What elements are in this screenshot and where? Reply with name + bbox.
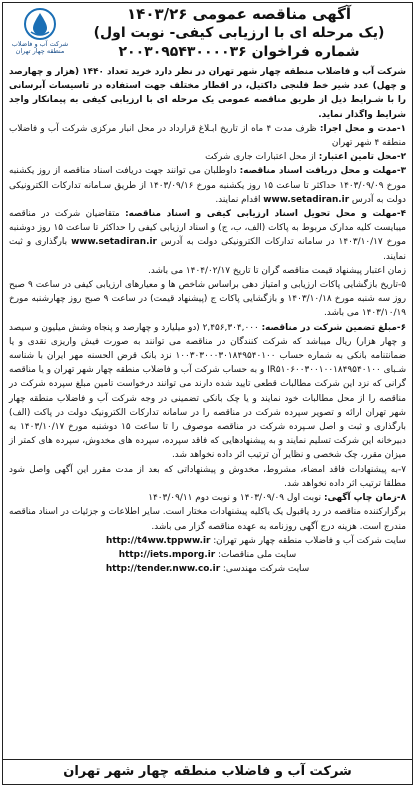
site-3-url[interactable]: http://tender.nww.co.ir — [105, 564, 221, 575]
section-3-url[interactable]: www.setadiran.ir — [263, 194, 350, 205]
intro-text: شرکت آب و فاضلاب منطقه چهار شهر تهران در نظر دارد خرید تعداد ۱۴۴۰ (هزار و چهارصد و چهل) عدد شیر خط فلنجی داکتیل، در اقطار مختلف جهت استفاده در تاسیسات آبرسانی را با شـرایط ذیل از طریق مناقصه عمومی یک مرحله ای با ارزیابی کیفی به پیمانکار واجد شرایط واگذار نماید. — [9, 67, 406, 120]
intro-paragraph — [9, 65, 406, 122]
tender-advertisement — [2, 2, 413, 785]
call-number: شماره فراخوان ۲۰۰۳۰۹۵۴۳۰۰۰۰۳۶ — [118, 44, 360, 60]
section-4-heading: ۴-مهلت و محل تحویل اسناد ارزیابی کیفی و اسناد مناقصه: — [125, 209, 406, 220]
site-2-url[interactable]: http://iets.mporg.ir — [118, 549, 216, 560]
section-4 — [9, 207, 406, 264]
section-3-heading: ۳-مهلت و محل دریافت اسناد مناقصه: — [239, 166, 406, 177]
section-2-heading: ۲-محل تامین اعتبار: — [318, 152, 406, 163]
section-8-text: نوبت اول ۱۴۰۳/۰۹/۰۹ و نوبت دوم ۱۴۰۳/۰۹/۱۱ — [148, 493, 324, 504]
water-drop-logo-icon — [23, 7, 57, 41]
site-3-label: سایت شرکت مهندسی: — [220, 564, 310, 575]
section-3-tail: اقدام نمایند. — [215, 194, 264, 205]
site-3 — [9, 562, 406, 576]
section-7: ۷-به پیشنهادات فاقد امضاء، مشروط، مخدوش و پیشنهاداتی که بعد از مدت مقرر این آگهی واصل شود مطلقا ترتیب اثر داده نخواهد شد. — [9, 464, 406, 489]
section-1-heading: ۱-مدت و محل اجرا: — [319, 123, 407, 134]
site-1 — [9, 534, 406, 548]
ad-footer: شرکت آب و فاضلاب منطقه چهار شهر تهران — [3, 759, 412, 784]
site-2-label: سایت ملی مناقصات: — [215, 549, 297, 560]
site-2 — [9, 548, 406, 562]
section-5: ۵-تاریخ بازگشایی پاکات ارزیابی و امتیاز دهی براساس شاخص ها و معیارهای ارزیابی کیفی در ساعت ۹ صبح روز سه شنبه مورخ ۱۴۰۳/۱۰/۱۸ و بازگشایی پاکات ج (پیشنهاد قیمت) در ساعت ۹ صبح روز چهارشنبه مورخ ۱۴۰۳/۱۰/۱۹ می باشد. — [9, 280, 406, 319]
section-2-text: از محل اعتبارات جاری شرکت — [205, 152, 319, 163]
section-3 — [9, 164, 406, 207]
section-4-url[interactable]: www.setadiran.ir — [71, 237, 157, 248]
section-1 — [9, 122, 406, 150]
ad-header — [3, 3, 412, 65]
logo-caption: شرکت آب و فاضلاب منطقه چهار تهران — [11, 40, 69, 55]
section-4-tail: بارگذاری و ثبت نمایند. — [9, 237, 406, 262]
section-6 — [9, 321, 406, 463]
ad-body — [3, 65, 412, 576]
title-block — [74, 5, 404, 62]
section-3-text: داوطلبان می توانند جهت دریافت اسناد مناقصه از روز یکشنبه مورخ ۱۴۰۳/۰۹/۰۹ حداکثر تا ساعت ۱۵ روز یکشنبه مورخ ۱۴۰۳/۰۹/۱۶ از طریق سـامانه تدارکات الکترونیکی دولت به آدرس — [9, 166, 406, 205]
section-4-text: متقاضیان شرکت در مناقصه میبایست کلیه مدارک مربوط به پاکات (الف، ب، ج) و اسناد ارزیابی کیفی را حداکثر تا ساعت ۱۵ روز دوشنبه مورخ ۱۴۰۳/۱۰/۱۷ در سامانه تدارکات الکترونیکی دولت به آدرس — [9, 209, 406, 248]
ad-title: آگهی مناقصه عمومی ۱۴۰۳/۲۶ — [127, 5, 351, 23]
section-4-note: زمان اعتبار پیشنهاد قیمت مناقصه گران تا تاریخ ۱۴۰۴/۰۲/۱۷ می باشد. — [148, 265, 406, 276]
section-8-heading: ۸-زمان چاپ آگهی: — [323, 493, 406, 504]
site-1-label: سایت شرکت آب و فاضلاب منطقه چهار شهر تهران: — [210, 535, 406, 546]
company-logo — [9, 7, 71, 63]
site-1-url[interactable]: http://t4ww.tppww.ir — [106, 535, 211, 546]
section-6-heading: ۶-مبلغ تضمین شرکت در مناقصه: — [261, 322, 406, 333]
section-6-text: ۲,۴۵۶,۳۰۴,۰۰۰ (دو میلیارد و چهارصد و پنجاه وشش میلیون و سیصد و چهار هزار) ریال میباشد که شرکت کنندگان در مناقصه می توانند به صورت فیش واریزی نقدی و یا ضمانتنامه بانکی به شماره حساب ۱۰۰۳۰۳۰۰۰۳۰۱۸۴۹۵۴۰۱۰۰ نزد بانک قرض الحسنه مهر ایران با شناسه شـبای IR۵۱۰۶۰۰۳۰۰۱۰۰۱۸۴۹۵۴۰۱۰۰ و به حساب شرکت آب و فاضلاب منطقه چهار شهر تهران و یا مناقصه گرانی که نزد این شرکت مطالبات قطعی تایید شده دارند می توانند درخواست تامین مبلغ سپرده شرکت در مناقصه را از محل مطالبات خود نمایند و یا چک بانکی تضمینی در وجه شرکت آب و فاضلاب منطقه چهار شهر تهران ارائه و تصویر سپرده شرکت در مناقصه را در سامانه تدارکات الکترونیک دولت در پاکت (الف) بارگذاری و ثبت و اصل سـپرده شرکت در مناقصه موصوف را تا ساعت ۱۵ دوشنبه مورخ ۱۴۰۳/۱۰/۱۷ به دبیرخانه این شرکت تسلیم نمایند و به پیشنهادهایی که فاقد سپرده، سپرده های مخدوش، سپرده های کمتر از میزان مقرر، چک شخصی و نظایر آن ترتیب اثر داده نخواهد شد. — [9, 322, 407, 461]
section-1-text: ظرف مدت ۴ ماه از تاریخ ابـلاغ قرارداد در محل انبار مرکزی شرکت آب و فاضلاب منطقه ۴ شهر تهران — [9, 123, 406, 149]
section-8-note: برگزارکننده مناقصه در رد یاقبول یک یاکلیه پیشنهادات مختار است. سایر اطلاعات و جزئیات در اسناد مناقصه مندرج است. هزینه درج آگهی روزنامه به عهده مناقصه گزار می باشد. — [9, 507, 406, 532]
ad-subtitle: (یک مرحله ای با ارزیابی کیفی- نوبت اول) — [93, 25, 385, 41]
section-2 — [9, 150, 406, 164]
section-8 — [9, 491, 406, 505]
